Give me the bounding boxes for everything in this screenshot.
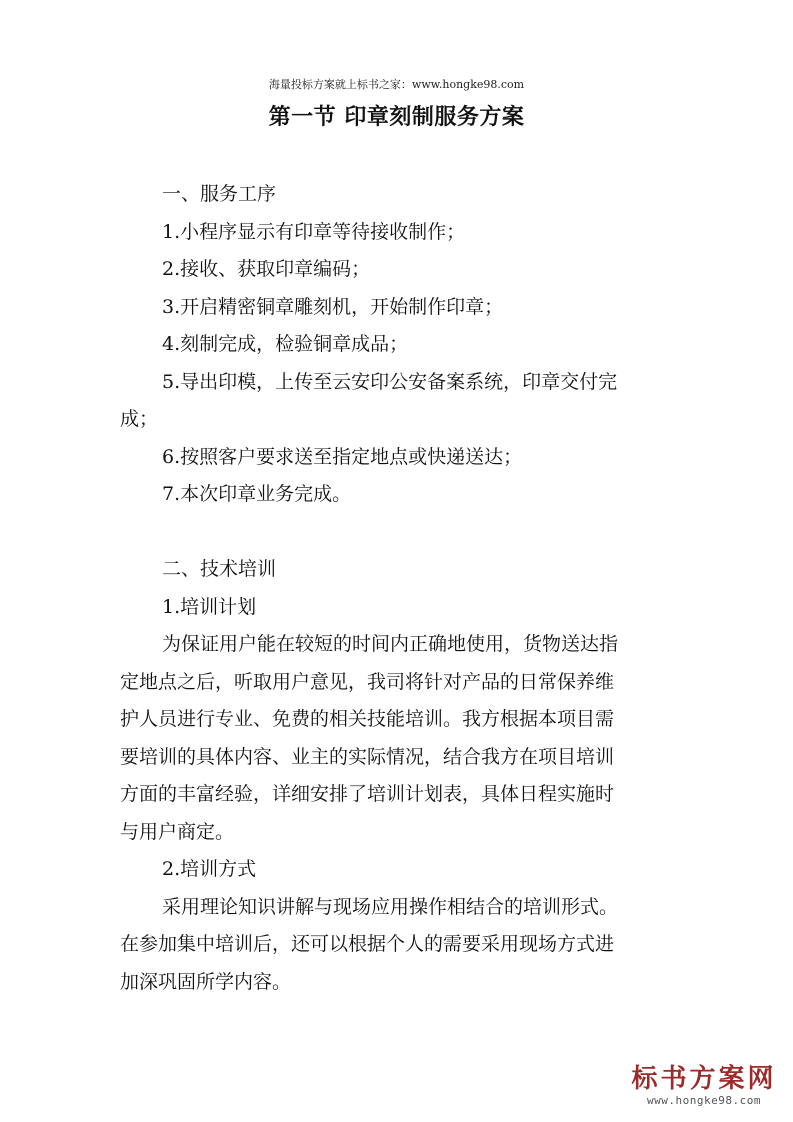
- subheading-training-plan: 1.培训计划: [162, 595, 257, 618]
- subheading-training-method: 2.培训方式: [162, 858, 257, 880]
- section-spacer: [120, 514, 674, 552]
- section-heading-service: 一、服务工序: [162, 183, 277, 205]
- training-plan-line-1: 为保证用户能在较短的时间内正确地使用，货物送达指: [162, 633, 619, 655]
- document-body: [120, 176, 674, 1001]
- service-step-5-cont: 成；: [120, 408, 159, 430]
- section-heading-training: 二、技术培训: [162, 558, 277, 580]
- training-method-line-3: 加深巩固所学内容。: [120, 970, 292, 993]
- training-plan-line-2: 定地点之后，听取用户意见，我司将针对产品的日常保养维: [120, 670, 615, 693]
- service-step-2: 2.接收、获取印章编码；: [162, 258, 371, 280]
- training-plan-line-4: 要培训的具体内容、业主的实际情况，结合我方在项目培训: [120, 745, 615, 768]
- document-title: 第一节 印章刻制服务方案: [268, 105, 525, 130]
- service-step-6: 6.按照客户要求送至指定地点或快递送达；: [162, 445, 523, 468]
- watermark-url: www.hongke98.com: [647, 1094, 761, 1107]
- training-method-line-1: 采用理论知识讲解与现场应用操作相结合的培训形式。: [162, 895, 619, 918]
- watermark-logo-text: 标书方案网: [631, 1064, 777, 1094]
- service-step-7: 7.本次印章业务完成。: [162, 483, 352, 505]
- service-step-1: 1.小程序显示有印章等待接收制作；: [162, 220, 466, 243]
- training-plan-line-3: 护人员进行专业、免费的相关技能培训。我方根据本项目需: [120, 708, 615, 730]
- service-step-4: 4.刻制完成，检验铜章成品；: [162, 333, 409, 355]
- training-plan-line-5: 方面的丰富经验，详细安排了培训计划表，具体日程实施时: [120, 783, 615, 805]
- training-method-line-2: 在参加集中培训后，还可以根据个人的需要采用现场方式进: [120, 933, 615, 955]
- service-step-3: 3.开启精密铜章雕刻机，开始制作印章；: [162, 295, 504, 318]
- service-step-5: 5.导出印模，上传至云安印公安备案系统，印章交付完: [162, 370, 618, 393]
- header-note: 海量投标方案就上标书之家：www.hongke98.com: [268, 78, 525, 91]
- training-plan-line-6: 与用户商定。: [120, 820, 235, 843]
- watermark-logo: [629, 1064, 779, 1108]
